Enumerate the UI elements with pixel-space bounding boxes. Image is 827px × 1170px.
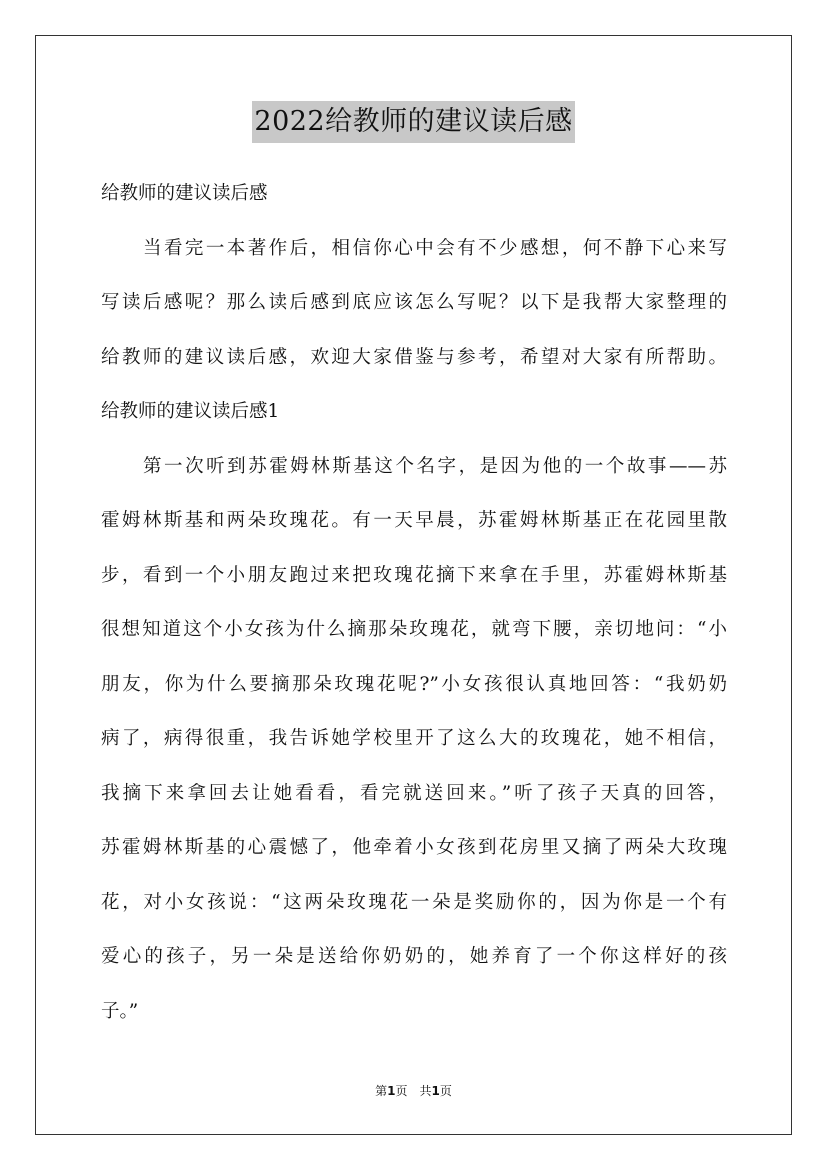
heading: 给教师的建议读后感 [101,183,268,204]
body-line: 第一次听到苏霍姆林斯基这个名字，是因为他的一个故事——苏 [143,455,727,477]
body-line: 病了，病得很重，我告诉她学校里开了这么大的玫瑰花，她不相信， [101,728,727,749]
body-line: 朋友，你为什么要摘那朵玫瑰花呢?”小女孩很认真地回答：“我奶奶 [101,673,727,695]
page-footer [0,1082,827,1099]
body-line: 霍姆林斯基和两朵玫瑰花。有一天早晨，苏霍姆林斯基正在花园里散 [101,510,727,531]
body-line: 子。” [101,1000,139,1022]
body-line: 花，对小女孩说：“这两朵玫瑰花一朵是奖励你的，因为你是一个有 [101,891,727,913]
body-line: 爱心的孩子，另一朵是送给你奶奶的，她养育了一个你这样好的孩 [101,946,727,967]
total-suffix: 页 [439,1084,452,1098]
page-prefix: 第 [375,1084,388,1098]
intro-line: 当看完一本著作后，相信你心中会有不少感想，何不静下心来写 [143,237,727,259]
total-prefix: 共 [419,1084,432,1098]
intro-line: 写读后感呢？那么读后感到底应该怎么写呢？以下是我帮大家整理的 [101,292,727,313]
body-line: 很想知道这个小女孩为什么摘那朵玫瑰花，就弯下腰，亲切地问：“小 [101,619,727,640]
page-number: 1 [387,1084,396,1098]
document-body [101,174,727,1046]
page-suffix: 页 [395,1084,408,1098]
title-container [0,101,827,143]
document-title: 2022给教师的建议读后感 [252,101,574,143]
body-line: 步，看到一个小朋友跑过来把玫瑰花摘下来拿在手里，苏霍姆林斯基 [101,564,727,586]
body-line: 苏霍姆林斯基的心震憾了，他牵着小女孩到花房里又摘了两朵大玫瑰 [101,837,727,858]
section-heading: 给教师的建议读后感1 [101,401,280,422]
intro-line: 给教师的建议读后感，欢迎大家借鉴与参考，希望对大家有所帮助。 [101,346,727,368]
total-pages: 1 [431,1084,440,1098]
body-line: 我摘下来拿回去让她看看，看完就送回来。”听了孩子天真的回答， [101,782,727,804]
